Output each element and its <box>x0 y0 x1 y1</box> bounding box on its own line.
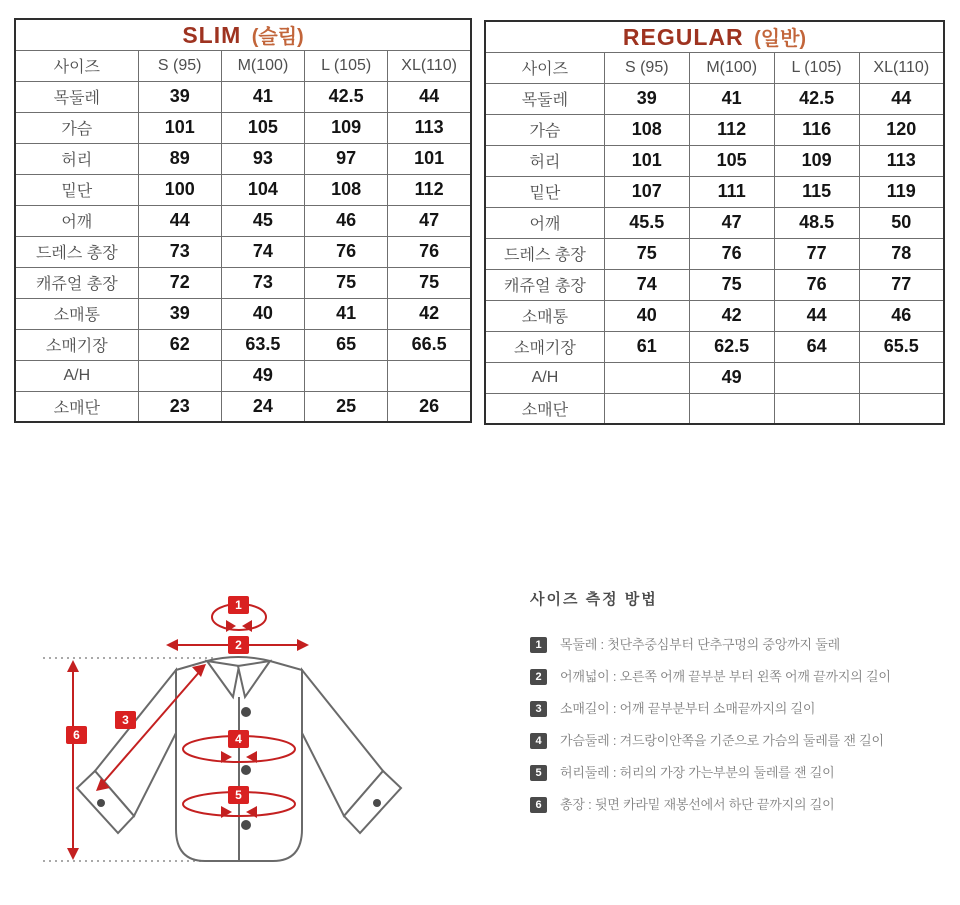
row-label: 소매기장 <box>15 329 138 360</box>
row-label: 밑단 <box>15 174 138 205</box>
row-label: 소매기장 <box>485 331 604 362</box>
measurement-value: 47 <box>689 207 774 238</box>
size-column-header: XL(110) <box>859 52 944 83</box>
table-row <box>15 267 471 298</box>
instruction-text: 가슴둘레 : 겨드랑이안쪽을 기준으로 가슴의 둘레를 잰 길이 <box>560 733 884 748</box>
measurement-value: 66.5 <box>388 329 471 360</box>
measurement-value: 93 <box>221 143 304 174</box>
length-arrowhead-bottom <box>67 848 79 860</box>
row-label: 허리 <box>15 143 138 174</box>
table-row <box>15 360 471 391</box>
measurement-value: 108 <box>604 114 689 145</box>
measurement-value <box>689 393 774 424</box>
regular-title-row <box>485 21 944 52</box>
table-row <box>15 205 471 236</box>
row-label: 소매단 <box>485 393 604 424</box>
instruction-number-badge: 2 <box>530 669 547 685</box>
table-row <box>485 145 944 176</box>
measurement-value: 113 <box>859 145 944 176</box>
table-row <box>485 393 944 424</box>
measurement-value: 73 <box>221 267 304 298</box>
measurement-value: 75 <box>305 267 388 298</box>
row-label: 가슴 <box>485 114 604 145</box>
measurement-value: 111 <box>689 176 774 207</box>
table-row <box>15 143 471 174</box>
size-column-header: S (95) <box>138 50 221 81</box>
row-label: 어깨 <box>485 207 604 238</box>
shirt-outline-icon <box>77 657 401 861</box>
table-row <box>485 114 944 145</box>
size-header-label: 사이즈 <box>485 52 604 83</box>
measurement-value <box>859 393 944 424</box>
measurement-value: 42 <box>388 298 471 329</box>
measurement-value: 72 <box>138 267 221 298</box>
measurement-value: 42.5 <box>305 81 388 112</box>
regular-title-en: REGULAR <box>622 24 744 51</box>
size-header-row <box>15 50 471 81</box>
table-row <box>485 331 944 362</box>
marker-5-waist: 5 <box>228 786 249 804</box>
measurement-value: 75 <box>388 267 471 298</box>
size-column-header: L (105) <box>774 52 859 83</box>
table-row <box>15 329 471 360</box>
measurement-value: 50 <box>859 207 944 238</box>
instruction-number-badge: 4 <box>530 733 547 749</box>
shoulder-arrowhead-left <box>166 639 178 651</box>
table-row <box>15 391 471 422</box>
measurement-value: 116 <box>774 114 859 145</box>
table-row <box>15 81 471 112</box>
measurement-value <box>138 360 221 391</box>
measurement-value: 112 <box>388 174 471 205</box>
measurement-value: 39 <box>138 298 221 329</box>
measurement-value: 42.5 <box>774 83 859 114</box>
measurement-value: 62 <box>138 329 221 360</box>
instruction-number-badge: 6 <box>530 797 547 813</box>
slim-title-row <box>15 19 471 50</box>
row-label: A/H <box>485 362 604 393</box>
measurement-value: 42 <box>689 300 774 331</box>
measurement-instructions <box>530 588 955 828</box>
instruction-number-badge: 5 <box>530 765 547 781</box>
measurement-value: 107 <box>604 176 689 207</box>
measurement-value: 45 <box>221 205 304 236</box>
row-label: 목둘레 <box>15 81 138 112</box>
row-label: 가슴 <box>15 112 138 143</box>
marker-2-shoulder: 2 <box>228 636 249 654</box>
table-row <box>485 207 944 238</box>
row-label: 드레스 총장 <box>485 238 604 269</box>
table-row <box>485 238 944 269</box>
measurement-value: 65 <box>305 329 388 360</box>
instruction-item <box>530 636 955 653</box>
measurement-value: 48.5 <box>774 207 859 238</box>
measurement-value: 26 <box>388 391 471 422</box>
slim-size-table <box>14 18 472 423</box>
measurement-value: 49 <box>689 362 774 393</box>
measurement-value <box>774 362 859 393</box>
measurement-value: 101 <box>604 145 689 176</box>
slim-title-ko: (슬림) <box>251 26 304 49</box>
marker-4-chest: 4 <box>228 730 249 748</box>
measurement-value: 89 <box>138 143 221 174</box>
measurement-value: 113 <box>388 112 471 143</box>
regular-table-title <box>485 21 944 52</box>
measurement-value: 76 <box>305 236 388 267</box>
instruction-text: 목둘레 : 첫단추중심부터 단추구멍의 중앙까지 둘레 <box>560 637 840 652</box>
instruction-text: 허리둘레 : 허리의 가장 가는부분의 둘레를 잰 길이 <box>560 765 835 780</box>
measurement-value: 47 <box>388 205 471 236</box>
row-label: 소매통 <box>485 300 604 331</box>
measurement-value: 40 <box>221 298 304 329</box>
measurement-value: 44 <box>774 300 859 331</box>
measurement-value: 25 <box>305 391 388 422</box>
measurement-value <box>388 360 471 391</box>
regular-size-table <box>484 20 945 425</box>
measurement-value: 65.5 <box>859 331 944 362</box>
measurement-value: 46 <box>859 300 944 331</box>
size-column-header: S (95) <box>604 52 689 83</box>
measurement-value: 61 <box>604 331 689 362</box>
instruction-item <box>530 668 955 685</box>
measurement-value: 112 <box>689 114 774 145</box>
table-row <box>15 112 471 143</box>
measurement-value: 78 <box>859 238 944 269</box>
slim-table-title <box>15 19 471 50</box>
table-row <box>485 300 944 331</box>
row-label: 드레스 총장 <box>15 236 138 267</box>
measurement-value: 104 <box>221 174 304 205</box>
measurement-value: 39 <box>138 81 221 112</box>
measurement-value <box>604 393 689 424</box>
instruction-text: 총장 : 뒷면 카라밑 재봉선에서 하단 끝까지의 길이 <box>560 797 835 812</box>
instruction-item <box>530 764 955 781</box>
row-label: 어깨 <box>15 205 138 236</box>
measurement-value: 73 <box>138 236 221 267</box>
measurement-value: 97 <box>305 143 388 174</box>
measurement-value: 41 <box>221 81 304 112</box>
measurement-value <box>604 362 689 393</box>
row-label: 소매단 <box>15 391 138 422</box>
measurement-value: 44 <box>859 83 944 114</box>
marker-3-sleeve: 3 <box>115 711 136 729</box>
instruction-number-badge: 1 <box>530 637 547 653</box>
measurement-value: 39 <box>604 83 689 114</box>
measurement-value: 23 <box>138 391 221 422</box>
row-label: 캐쥬얼 총장 <box>15 267 138 298</box>
marker-1-neck: 1 <box>228 596 249 614</box>
measurement-value: 77 <box>859 269 944 300</box>
measurement-value: 115 <box>774 176 859 207</box>
instructions-title: 사이즈 측정 방법 <box>530 591 658 608</box>
measurement-value: 44 <box>388 81 471 112</box>
measurement-value: 62.5 <box>689 331 774 362</box>
measurement-value: 105 <box>689 145 774 176</box>
measurement-value: 75 <box>689 269 774 300</box>
size-column-header: M(100) <box>221 50 304 81</box>
measurement-value: 109 <box>305 112 388 143</box>
measurement-value: 76 <box>689 238 774 269</box>
row-label: 캐쥬얼 총장 <box>485 269 604 300</box>
measurement-value <box>305 360 388 391</box>
measurement-value: 45.5 <box>604 207 689 238</box>
measurement-value <box>859 362 944 393</box>
regular-title-ko: (일반) <box>754 28 807 51</box>
instruction-text: 소매길이 : 어깨 끝부분부터 소매끝까지의 길이 <box>560 701 816 716</box>
measurement-value: 109 <box>774 145 859 176</box>
measurement-value: 40 <box>604 300 689 331</box>
instruction-item <box>530 796 955 813</box>
row-label: 목둘레 <box>485 83 604 114</box>
instruction-text: 어깨넓이 : 오른쪽 어깨 끝부분 부터 왼쪽 어깨 끝까지의 길이 <box>560 669 891 684</box>
row-label: A/H <box>15 360 138 391</box>
size-column-header: M(100) <box>689 52 774 83</box>
measurement-value: 75 <box>604 238 689 269</box>
table-row <box>15 298 471 329</box>
measurement-value: 101 <box>138 112 221 143</box>
table-row <box>485 362 944 393</box>
measurement-value: 44 <box>138 205 221 236</box>
measurement-value: 41 <box>305 298 388 329</box>
measurement-value: 41 <box>689 83 774 114</box>
size-header-row <box>485 52 944 83</box>
marker-6-length: 6 <box>66 726 87 744</box>
instructions-list <box>530 636 955 813</box>
shoulder-arrowhead-right <box>297 639 309 651</box>
shirt-diagram-svg <box>35 573 505 895</box>
measurement-value: 119 <box>859 176 944 207</box>
measurement-value: 49 <box>221 360 304 391</box>
measurement-value: 101 <box>388 143 471 174</box>
table-row <box>15 236 471 267</box>
measurement-value: 64 <box>774 331 859 362</box>
measurement-value: 74 <box>221 236 304 267</box>
measurement-value: 105 <box>221 112 304 143</box>
measurement-value: 76 <box>388 236 471 267</box>
measurement-value: 24 <box>221 391 304 422</box>
measurement-value: 77 <box>774 238 859 269</box>
row-label: 밑단 <box>485 176 604 207</box>
table-row <box>485 83 944 114</box>
table-row <box>15 174 471 205</box>
measurement-value: 63.5 <box>221 329 304 360</box>
instruction-item <box>530 700 955 717</box>
measurement-value: 46 <box>305 205 388 236</box>
length-arrowhead-top <box>67 660 79 672</box>
measurement-value: 76 <box>774 269 859 300</box>
slim-title-en: SLIM <box>182 22 242 49</box>
instruction-item <box>530 732 955 749</box>
row-label: 소매통 <box>15 298 138 329</box>
measurement-value: 74 <box>604 269 689 300</box>
measurement-value <box>774 393 859 424</box>
size-column-header: L (105) <box>305 50 388 81</box>
size-header-label: 사이즈 <box>15 50 138 81</box>
measurement-value: 108 <box>305 174 388 205</box>
table-row <box>485 269 944 300</box>
size-column-header: XL(110) <box>388 50 471 81</box>
instruction-number-badge: 3 <box>530 701 547 717</box>
table-row <box>485 176 944 207</box>
row-label: 허리 <box>485 145 604 176</box>
measurement-value: 120 <box>859 114 944 145</box>
measurement-value: 100 <box>138 174 221 205</box>
shirt-measurement-diagram <box>35 573 505 895</box>
